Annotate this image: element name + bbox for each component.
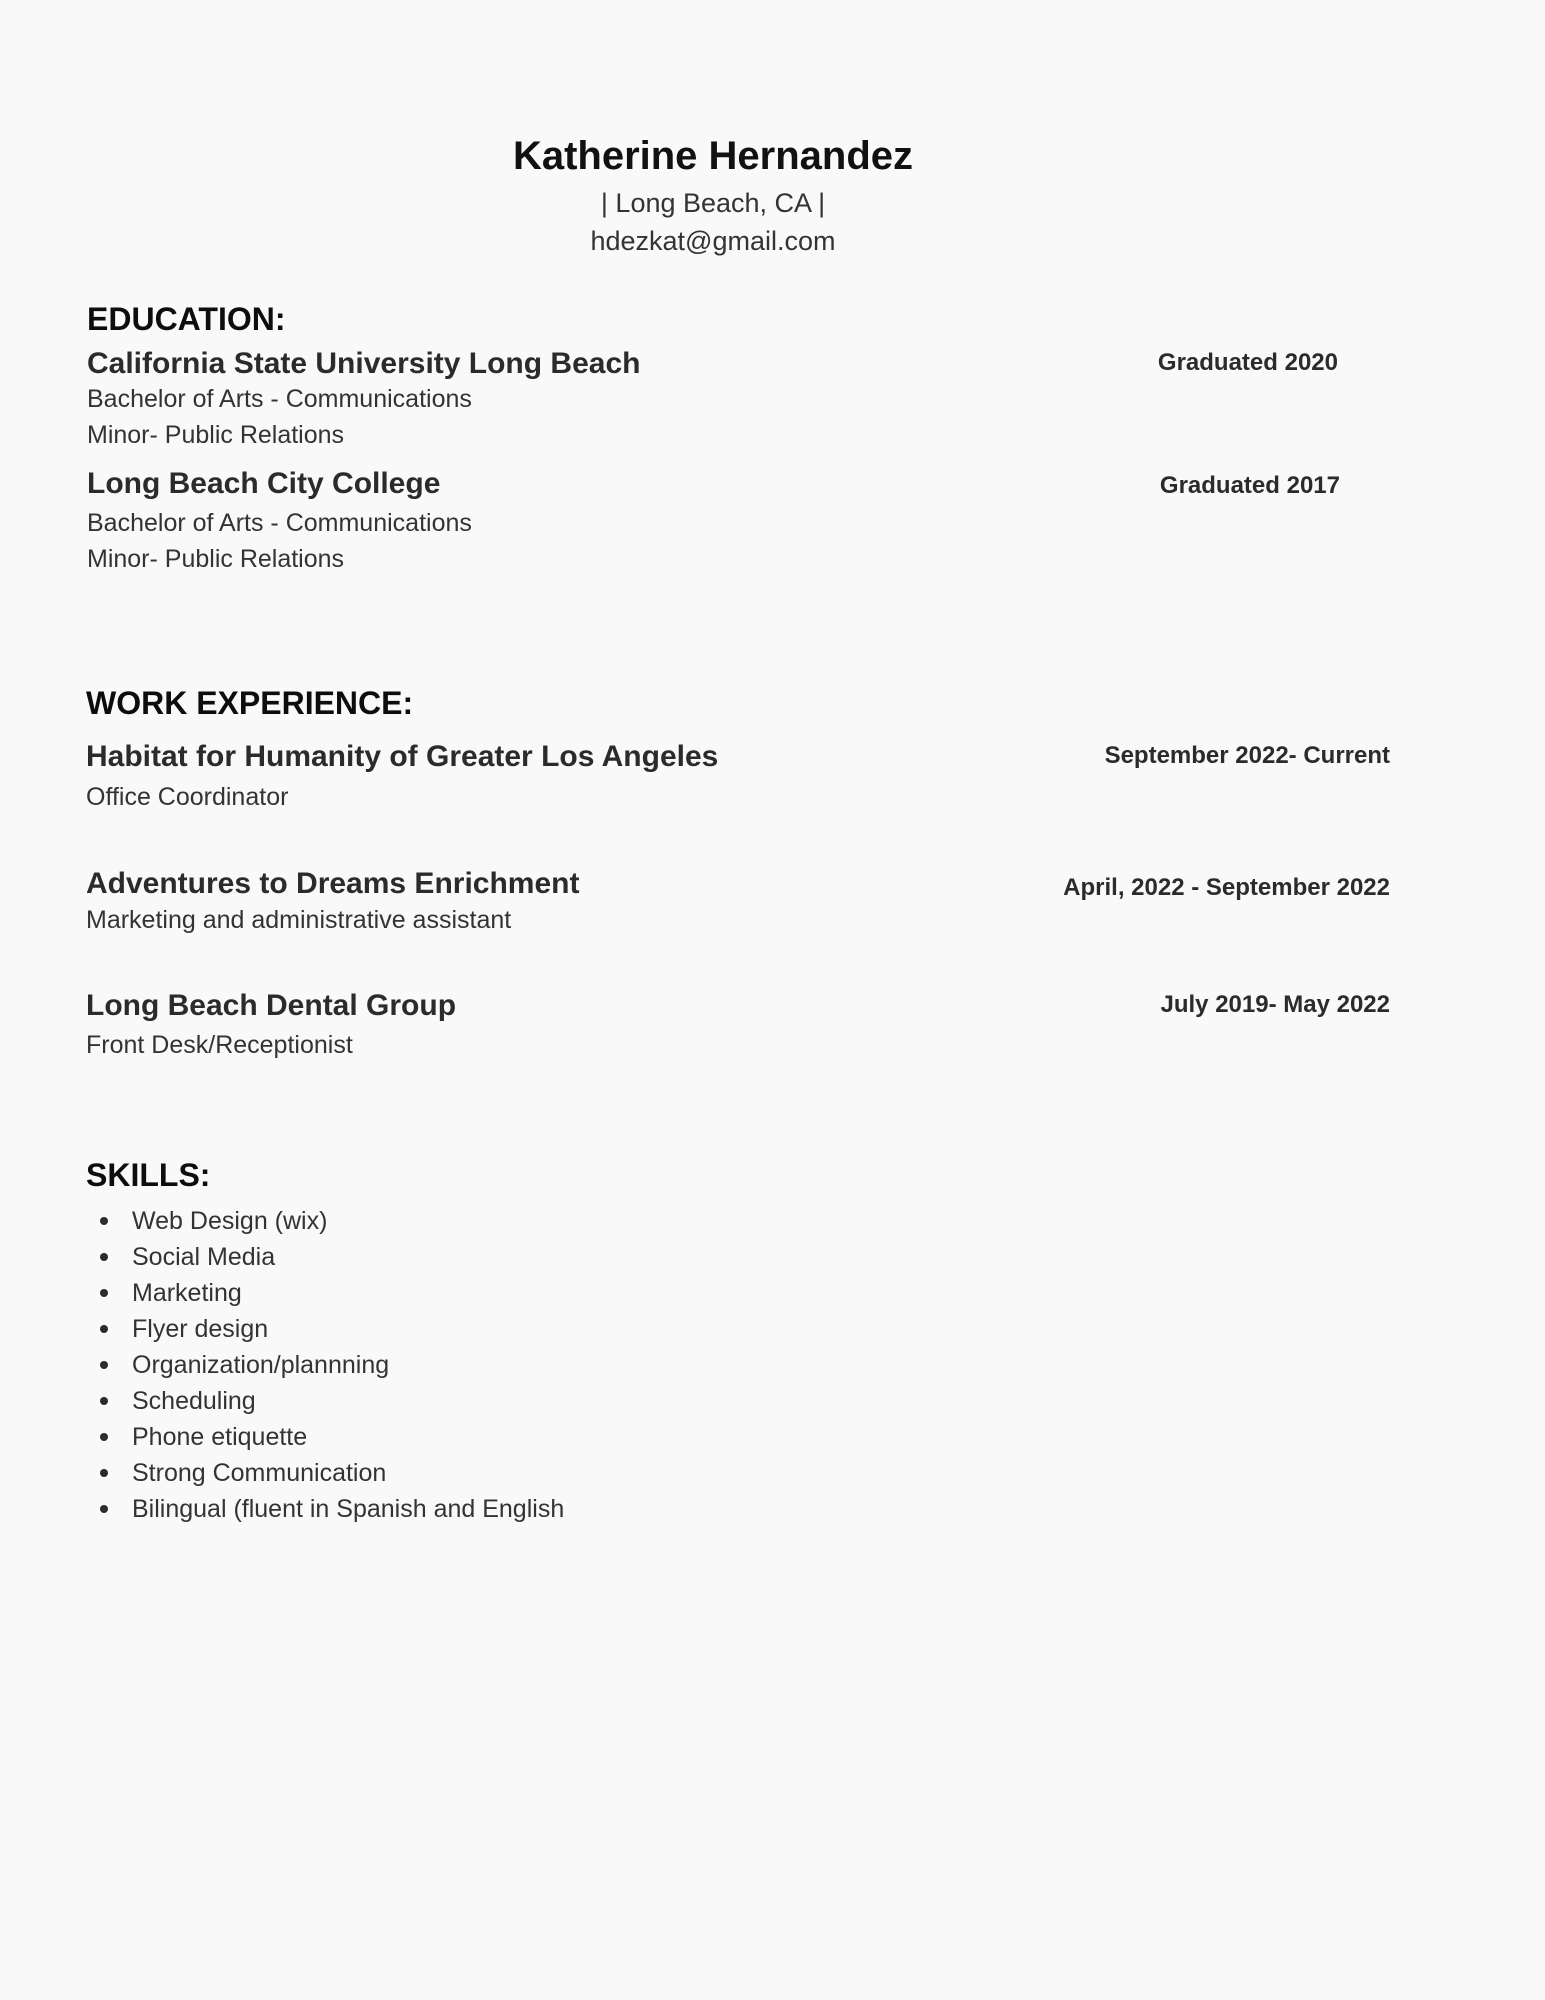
skills-heading: SKILLS:: [86, 1157, 211, 1193]
resume-location: | Long Beach, CA |: [600, 188, 826, 218]
bullet-icon: [100, 1433, 108, 1441]
skill-item: [86, 1455, 564, 1491]
education-minor: Minor- Public Relations: [87, 545, 345, 573]
work-date: July 2019- May 2022: [1160, 991, 1390, 1018]
skill-label: Organization/plannning: [132, 1351, 390, 1379]
work-date: September 2022- Current: [1104, 742, 1390, 769]
skill-label: Marketing: [132, 1279, 242, 1307]
skill-item: [86, 1311, 564, 1347]
education-date: Graduated 2020: [1157, 349, 1338, 376]
skill-label: Scheduling: [132, 1387, 256, 1415]
bullet-icon: [100, 1469, 108, 1477]
skill-label: Flyer design: [132, 1315, 269, 1343]
work-organization: Adventures to Dreams Enrichment: [86, 867, 580, 900]
work-organization: Habitat for Humanity of Greater Los Angeles: [86, 740, 719, 773]
education-heading: EDUCATION:: [87, 301, 286, 337]
education-date: Graduated 2017: [1159, 472, 1340, 499]
skill-item: [86, 1275, 564, 1311]
education-school: California State University Long Beach: [87, 347, 641, 380]
skill-label: Phone etiquette: [132, 1423, 308, 1451]
work-organization: Long Beach Dental Group: [86, 989, 457, 1022]
skill-item: [86, 1203, 564, 1239]
resume-name: Katherine Hernandez: [512, 134, 914, 178]
bullet-icon: [100, 1361, 108, 1369]
skill-label: Social Media: [132, 1243, 276, 1271]
bullet-icon: [100, 1397, 108, 1405]
work-role: Front Desk/Receptionist: [86, 1031, 353, 1059]
work-role: Office Coordinator: [86, 783, 289, 811]
skill-item: [86, 1383, 564, 1419]
skill-item: [86, 1491, 564, 1527]
bullet-icon: [100, 1325, 108, 1333]
education-degree: Bachelor of Arts - Communications: [87, 385, 472, 413]
work-heading: WORK EXPERIENCE:: [86, 685, 414, 721]
education-degree: Bachelor of Arts - Communications: [87, 509, 472, 537]
bullet-icon: [100, 1289, 108, 1297]
education-minor: Minor- Public Relations: [87, 421, 345, 449]
work-role: Marketing and administrative assistant: [86, 906, 512, 934]
bullet-icon: [100, 1253, 108, 1261]
skill-label: Web Design (wix): [132, 1207, 328, 1235]
bullet-icon: [100, 1505, 108, 1513]
skill-label: Bilingual (fluent in Spanish and English: [132, 1495, 565, 1523]
resume-email: hdezkat@gmail.com: [590, 226, 836, 256]
skill-item: [86, 1419, 564, 1455]
skill-item: [86, 1239, 564, 1275]
skills-list: [86, 1203, 564, 1527]
skill-item: [86, 1347, 564, 1383]
bullet-icon: [100, 1217, 108, 1225]
work-date: April, 2022 - September 2022: [1063, 874, 1390, 901]
skill-label: Strong Communication: [132, 1459, 387, 1487]
education-school: Long Beach City College: [87, 467, 441, 500]
